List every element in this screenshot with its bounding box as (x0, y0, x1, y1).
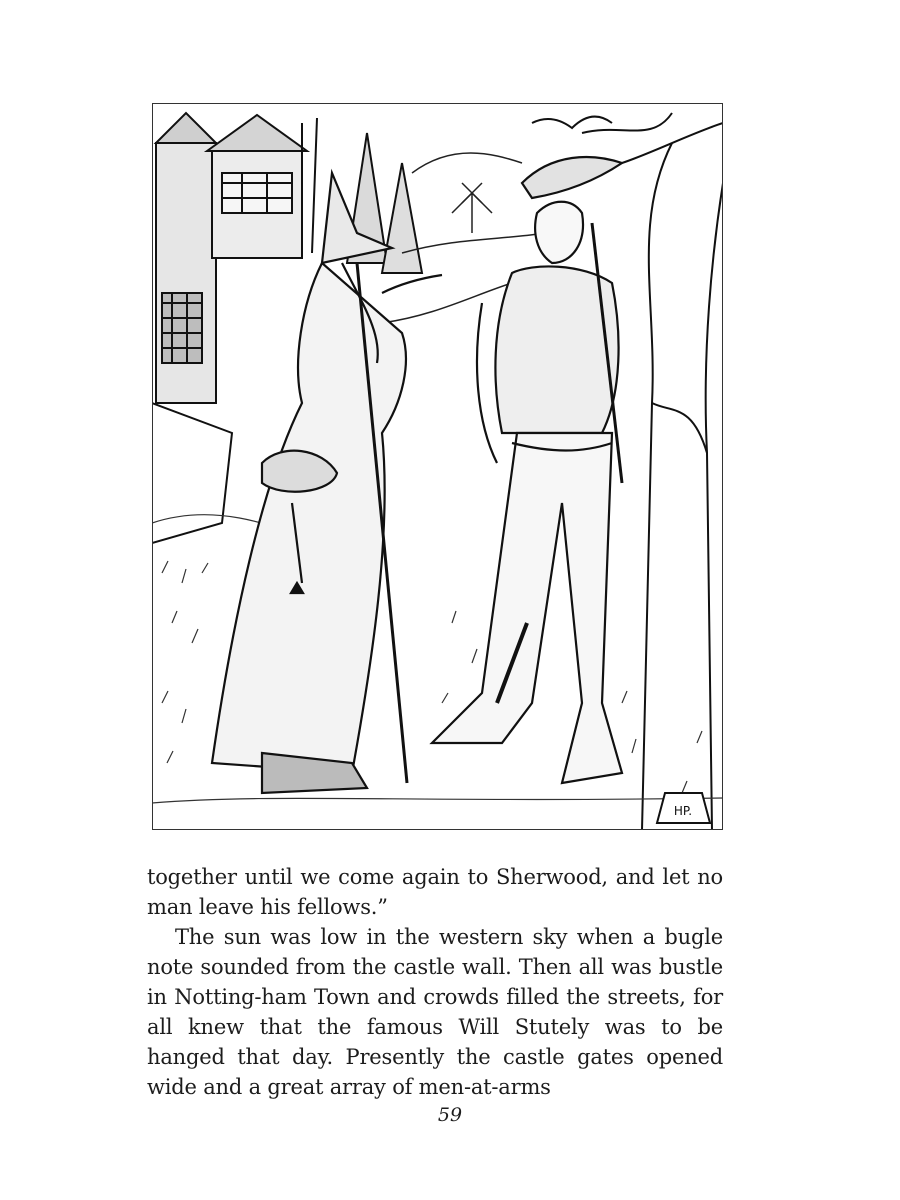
page-number: 59 (437, 1104, 463, 1126)
engraving-drawing (152, 103, 723, 830)
body-text (147, 862, 723, 1102)
paragraph-continuation: together until we come again to Sherwood, and let no man leave his fellows.” (147, 865, 723, 919)
monogram-stamp (657, 793, 710, 823)
illustration (152, 103, 723, 830)
paragraph: The sun was low in the western sky when a bugle note sounded from the castle wall. Then all was bustle in Notting-ham Town and crowds filled the streets, for all knew that the famous Will Stutely was to be hanged that day. Presently the castle gates opened wide and a great array of men-at-arms (147, 925, 723, 1099)
monogram-text: HP. (673, 804, 693, 818)
